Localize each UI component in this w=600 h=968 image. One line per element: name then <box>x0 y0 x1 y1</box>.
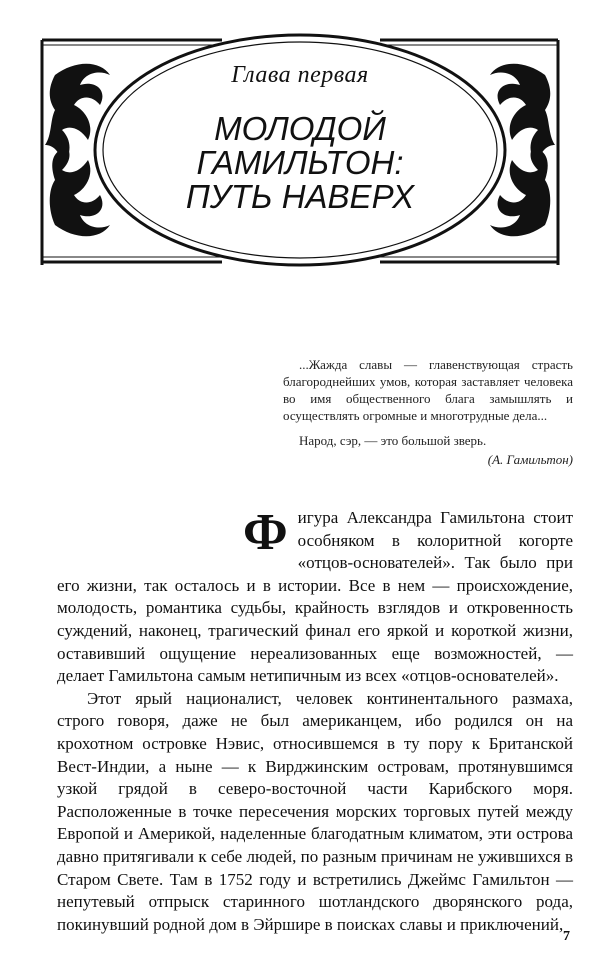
chapter-title-line-2: ГАМИЛЬТОН: <box>196 144 404 181</box>
page-number: 7 <box>563 929 570 944</box>
epigraph-attribution: (А. Гамильтон) <box>487 452 573 467</box>
paragraph-2: Этот ярый националист, человек континентального размаха, строго говоря, даже не был американцем, ибо родился он на крохотном островке Нэвис, относившемся в ту пору к Британской Вест-Индии, а ныне — к Вирджинским островам, протянувшимся узкой грядой в северо-восточной части Карибского моря. Расположенные в точке пересечения морских торговых путей между Европой и Америкой, наделенные благодатным климатом, эти острова давно притягивали к себе людей, по разным причинам не ужившихся в Старом Свете. Там в 1752 году и встретились Джеймс Гамильтон — непутевый отпрыск старинного шотландского дворянского рода, покинувший родной дом в Эйршире в поисках славы и приключений, <box>57 688 573 934</box>
chapter-title <box>150 112 450 214</box>
epigraph <box>283 356 573 468</box>
chapter-title-line-3: ПУТЬ НАВЕРХ <box>185 178 415 215</box>
body-text <box>57 504 573 936</box>
paragraph-1 <box>57 504 573 688</box>
chapter-label: Глава первая <box>231 62 369 88</box>
chapter-title-line-1: МОЛОДОЙ <box>214 110 386 147</box>
drop-cap: Ф <box>243 504 288 561</box>
epigraph-quote-1: ...Жажда славы — главенствующая страсть благороднейших умов, которая заставляет человека во имя общественного блага замышлять и осуществлять огромные и многотрудные дела... <box>283 357 573 423</box>
paragraph-1-text: игура Александра Гамильтона стоит особняком в колоритной когорте «отцов-основателей». Так было при его жизни, так осталось и в истории. Все в нем — происхождение, молодость, романтика судьбы, крайность взглядов и откровенность суждений, наконец, трагический финал его яркой и короткой жизни, оставивший ощущение нереализованных еще возможностей, — делает Гамильтона самым нетипичным из всех «отцов-основателей». <box>57 508 573 686</box>
epigraph-quote-2: Народ, сэр, — это большой зверь. <box>299 433 487 448</box>
